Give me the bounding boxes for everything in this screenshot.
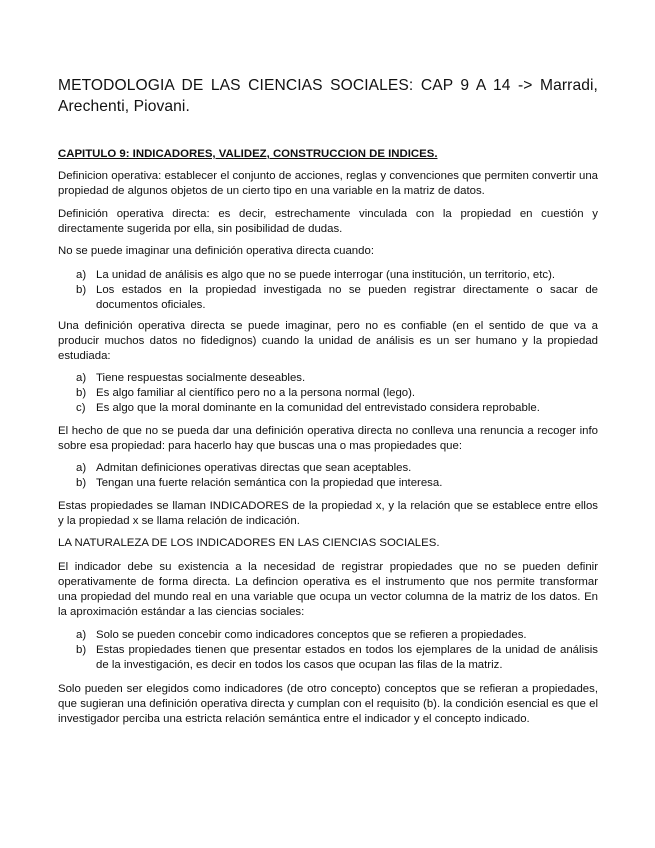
list-item-text: Tiene respuestas socialmente deseables. [96, 372, 306, 384]
list-marker: b) [76, 284, 87, 296]
list-item [58, 268, 598, 283]
list-item-text: Tengan una fuerte relación semántica con la propiedad que interesa. [96, 477, 443, 489]
list-item-text: Admitan definiciones operativas directas que sean aceptables. [96, 462, 412, 474]
list-item [58, 371, 598, 386]
list-marker: b) [76, 387, 87, 399]
paragraph-definicion-directa: Definición operativa directa: es decir, estrechamente vinculada con la propiedad en cuestión y directamente sugerida por ella, sin posibilidad de dudas. [58, 208, 598, 235]
title-line-2: Arechenti, Piovani. [58, 98, 190, 115]
list-item-text: Solo se pueden concebir como indicadores conceptos que se refieren a propiedades. [96, 629, 527, 641]
list-item [58, 386, 598, 401]
list-no-se-puede [58, 268, 598, 313]
list-marker: b) [76, 644, 87, 656]
list-item-text: Es algo que la moral dominante en la comunidad del entrevistado considera reprobable. [96, 402, 540, 414]
list-item-text: Los estados en la propiedad investigada no se pueden registrar directamente o sacar de documentos oficiales. [96, 284, 598, 311]
list-marker: a) [76, 372, 87, 384]
list-item-text: Estas propiedades tienen que presentar estados en todos los ejemplares de la unidad de análisis de la investigación, es decir en todos los casos que ocupan las filas de la matriz. [96, 644, 598, 671]
title-line-1: METODOLOGIA DE LAS CIENCIAS SOCIALES: CAP 9 A 14 -> Marradi, [58, 77, 598, 94]
paragraph-definicion-operativa: Definicion operativa: establecer el conjunto de acciones, reglas y convenciones que permiten convertir una propiedad de algunos objetos de un cierto tipo en una variable en la matriz de datos. [58, 170, 598, 197]
paragraph-solo-pueden: Solo pueden ser elegidos como indicadores (de otro concepto) conceptos que se refieran a propiedades, que sugieran una definición operativa directa y cumplan con el requisito (b). la condición esencial es que el investigador perciba una estricta relación semántica entre el indicador y el concepto indicado. [58, 683, 598, 725]
list-marker: a) [76, 462, 87, 474]
list-item [58, 643, 598, 673]
document-title [58, 75, 598, 117]
list-item [58, 461, 598, 476]
paragraph-no-se-puede: No se puede imaginar una definición operativa directa cuando: [58, 245, 374, 257]
list-marker: c) [76, 402, 86, 414]
list-marker: b) [76, 477, 87, 489]
list-item [58, 476, 598, 491]
paragraph-indicadores: Estas propiedades se llaman INDICADORES de la propiedad x, y la relación que se establece entre ellos y la propiedad x se llama relación de indicación. [58, 500, 598, 527]
list-propiedad-estudiada [58, 371, 598, 416]
paragraph-hecho: El hecho de que no se pueda dar una definición operativa directa no conlleva una renuncia a recoger info sobre esa propiedad: para hacerlo hay que buscas una o mas propiedades que: [58, 425, 598, 452]
list-item-text: Es algo familiar al científico pero no a la persona normal (lego). [96, 387, 416, 399]
chapter-heading: CAPITULO 9: INDICADORES, VALIDEZ, CONSTRUCCION DE INDICES. [58, 148, 438, 160]
list-item [58, 401, 598, 416]
list-item [58, 628, 598, 643]
list-marker: a) [76, 269, 87, 281]
list-item-text: La unidad de análisis es algo que no se puede interrogar (una institución, un territorio, etc). [96, 269, 556, 281]
paragraph-indicador-existencia: El indicador debe su existencia a la necesidad de registrar propiedades que no se pueden definir operativamente de forma directa. La defincion operativa es el instrumento que nos permite transformar una propiedad del mundo real en una variable que ocupa un vector columna de la matriz de los datos. En la aproximación estándar a las ciencias sociales: [58, 561, 598, 618]
list-item [58, 283, 598, 313]
list-propiedades-que [58, 461, 598, 491]
paragraph-no-confiable: Una definición operativa directa se puede imaginar, pero no es confiable (en el sentido de que va a producir muchos datos no fidedignos) cuando la unidad de análisis es un ser humano y la propiedad estudiada: [58, 320, 598, 362]
list-marker: a) [76, 629, 87, 641]
list-aproximacion-estandar [58, 628, 598, 673]
section-heading-naturaleza: LA NATURALEZA DE LOS INDICADORES EN LAS CIENCIAS SOCIALES. [58, 537, 440, 549]
